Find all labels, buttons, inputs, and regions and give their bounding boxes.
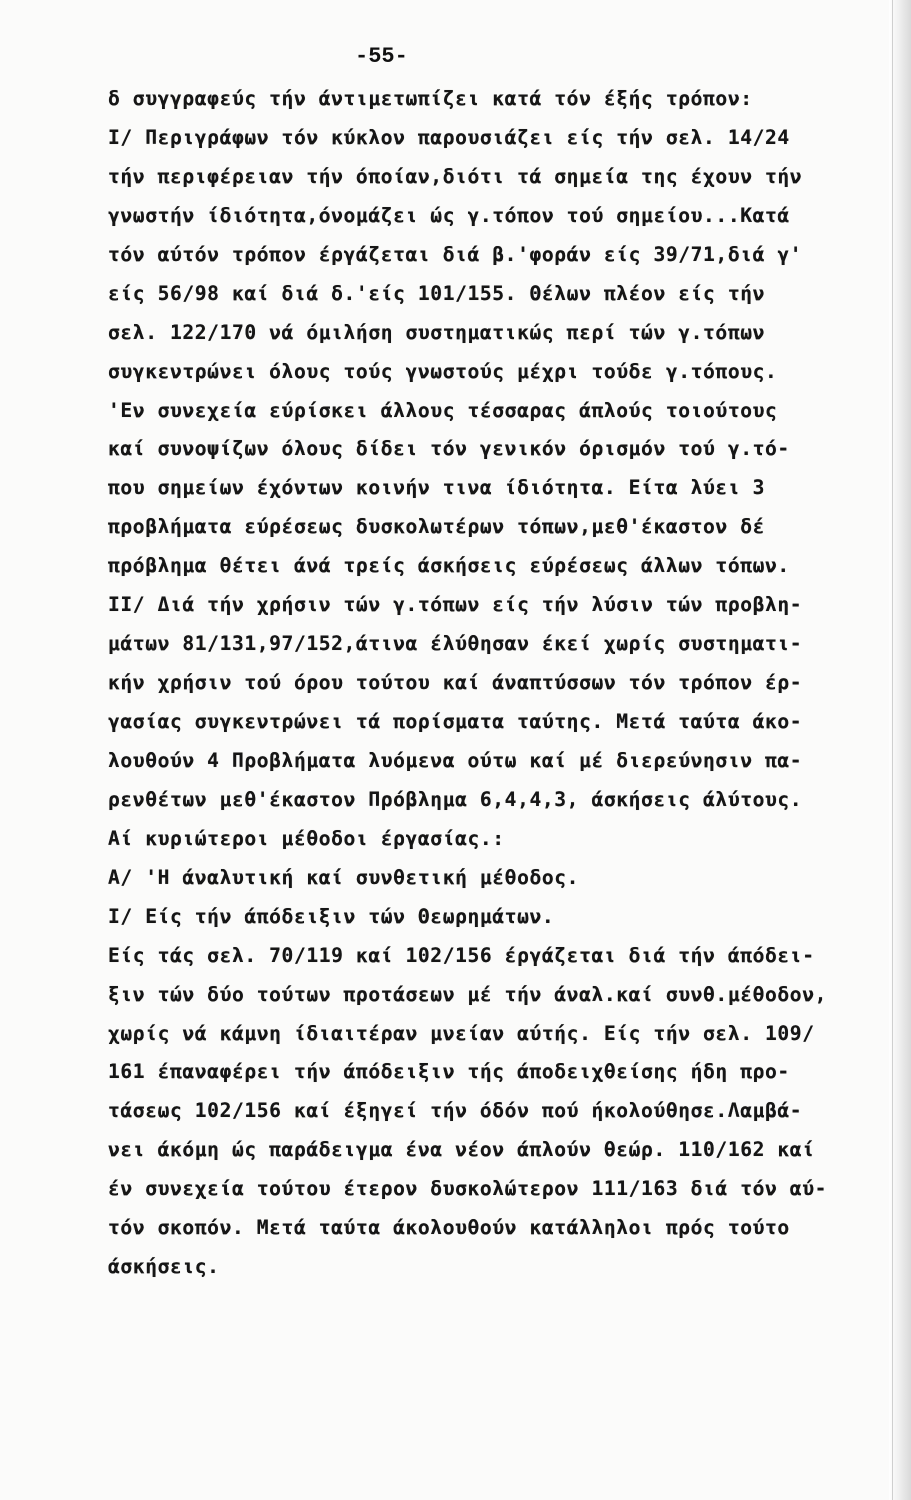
text-line: 'Εν συνεχεία εύρίσκει άλλους τέσσαρας άπλούς τοιούτους [108,398,778,422]
text-line: τόν αύτόν τρόπον έργάζεται διά β.'φοράν είς 39/71,διά γ' [108,242,803,266]
text-line: συγκεντρώνει όλους τούς γνωστούς μέχρι τούδε γ.τόπους. [108,359,778,383]
text-line: προβλήματα εύρέσεως δυσκολωτέρων τόπων,μεθ'έκαστον δέ [108,515,766,539]
text-line: έν συνεχεία τούτου έτερον δυσκολώτερον 111/163 διά τόν αύ- [108,1177,827,1201]
text-line: είς 56/98 καί διά δ.'είς 101/155. Θέλων πλέον είς τήν [108,281,766,305]
text-line: τάσεως 102/156 καί έξηγεί τήν όδόν πού ήκολούθησε.Λαμβά- [108,1099,803,1123]
scan-edge-line [892,0,893,1500]
text-line: ξιν τών δύο τούτων προτάσεων μέ τήν άναλ.καί συνθ.μέθοδον, [108,982,827,1006]
text-line: ΙΙ/ Διά τήν χρήσιν τών γ.τόπων είς τήν λύσιν τών προβλη- [108,593,803,617]
text-line: που σημείων έχόντων κοινήν τινα ίδιότητα. Είτα λύει 3 [108,476,766,500]
text-line: Ι/ Είς τήν άπόδειξιν τών Θεωρημάτων. [108,904,555,928]
text-line: γασίας συγκεντρώνει τά πορίσματα ταύτης. Μετά ταύτα άκο- [108,710,803,733]
text-line: σελ. 122/170 νά όμιλήση συστηματικώς περί τών γ.τόπων [108,320,766,344]
page-number: -55- [355,44,408,69]
text-line: ρενθέτων μεθ'έκαστον Πρόβλημα 6,4,4,3, άσκήσεις άλύτους. [108,787,803,811]
text-line: νει άκόμη ώς παράδειγμα ένα νέον άπλούν θεώρ. 110/162 καί [108,1138,815,1162]
text-line: 161 έπαναφέρει τήν άπόδειξιν τής άποδειχθείσης ήδη προ- [108,1060,790,1084]
text-line: καί συνοψίζων όλους δίδει τόν γενικόν όρισμόν τού γ.τό- [108,437,790,461]
text-line: Είς τάς σελ. 70/119 καί 102/156 έργάζεται διά τήν άπόδει- [108,943,815,967]
text-line: μάτων 81/131,97/152,άτινα έλύθησαν έκεί χωρίς συστηματι- [108,632,803,656]
text-line: Ι/ Περιγράφων τόν κύκλον παρουσιάζει είς τήν σελ. 14/24 [108,125,790,149]
text-line: τήν περιφέρειαν τήν όποίαν,διότι τά σημεία της έχουν τήν [108,164,803,188]
text-line: πρόβλημα θέτει άνά τρείς άσκήσεις εύρέσεως άλλων τόπων. [108,554,790,578]
text-line: δ συγγραφεύς τήν άντιμετωπίζει κατά τόν έξής τρόπον: [108,87,753,110]
text-line: Αί κυριώτεροι μέθοδοι έργασίας.: [108,826,505,850]
text-line: λουθούν 4 Προβλήματα λυόμενα ούτω καί μέ διερεύνησιν πα- [108,748,803,772]
text-line: Α/ 'Η άναλυτική καί συνθετική μέθοδος. [108,865,580,889]
text-line: γνωστήν ίδιότητα,όνομάζει ώς γ.τόπον τού σημείου...Κατά [108,203,790,227]
text-line: κήν χρήσιν τού όρου τούτου καί άναπτύσσων τόν τρόπον έρ- [108,671,803,695]
text-line: χωρίς νά κάμνη ίδιαιτέραν μνείαν αύτής. Είς τήν σελ. 109/ [108,1021,815,1045]
text-line: άσκήσεις. [108,1255,220,1279]
text-line: τόν σκοπόν. Μετά ταύτα άκολουθούν κατάλληλοι πρός τούτο [108,1216,790,1240]
body-text [108,80,878,1287]
